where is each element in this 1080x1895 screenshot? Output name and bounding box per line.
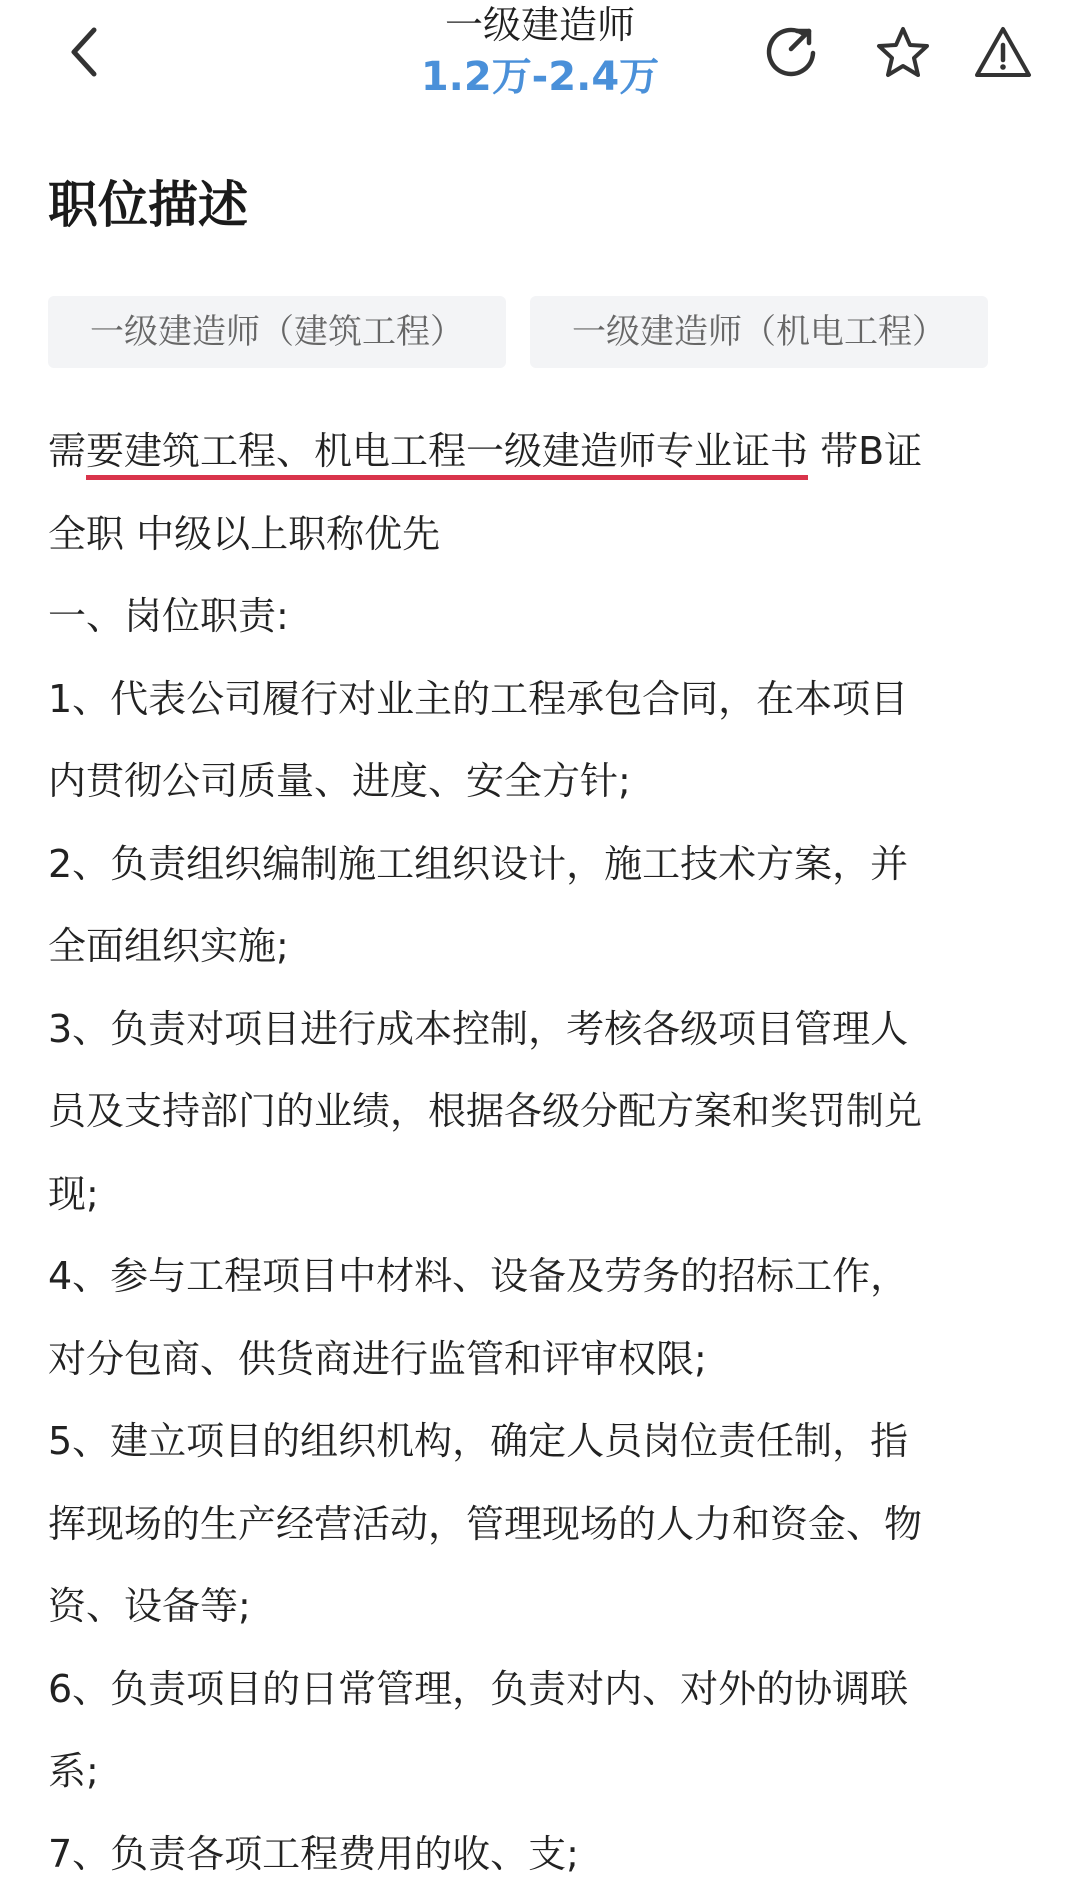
share-icon: [761, 23, 821, 83]
description-line: 全面组织实施;: [48, 905, 1038, 988]
share-button[interactable]: [756, 18, 826, 88]
job-description: [48, 410, 1038, 1895]
description-line: 对分包商、供货商进行监管和评审权限;: [48, 1318, 1038, 1401]
description-line: 员及支持部门的业绩，根据各级分配方案和奖罚制兑: [48, 1070, 1038, 1153]
star-icon: [874, 24, 932, 82]
tag-item: 一级建造师（建筑工程）: [48, 296, 506, 368]
skill-tags: [48, 296, 1038, 368]
top-bar: [0, 0, 1080, 130]
description-text: 需: [48, 429, 86, 473]
back-button[interactable]: [56, 20, 112, 84]
section-title: 职位描述: [48, 170, 248, 240]
description-line: 4、参与工程项目中材料、设备及劳务的招标工作，: [48, 1235, 1038, 1318]
tag-item: 一级建造师（机电工程）: [530, 296, 988, 368]
highlighted-requirement: 要建筑工程、机电工程一级建造师专业证书: [86, 429, 808, 480]
favorite-button[interactable]: [868, 18, 938, 88]
description-line: 6、负责项目的日常管理，负责对内、对外的协调联: [48, 1648, 1038, 1731]
description-line: 系;: [48, 1730, 1038, 1813]
report-button[interactable]: [968, 18, 1038, 88]
job-header: [340, 0, 740, 104]
description-line: 资、设备等;: [48, 1565, 1038, 1648]
description-line: [48, 410, 1038, 493]
warning-icon: [973, 25, 1033, 81]
description-line: 现;: [48, 1153, 1038, 1236]
description-line: 2、负责组织编制施工组织设计，施工技术方案，并: [48, 823, 1038, 906]
description-line: 挥现场的生产经营活动，管理现场的人力和资金、物: [48, 1483, 1038, 1566]
chevron-left-icon: [64, 24, 104, 80]
description-line: 5、建立项目的组织机构，确定人员岗位责任制，指: [48, 1400, 1038, 1483]
description-line: 内贯彻公司质量、进度、安全方针;: [48, 740, 1038, 823]
job-title: 一级建造师: [340, 0, 740, 50]
description-line: 一、岗位职责:: [48, 575, 1038, 658]
description-line: 7、负责各项工程费用的收、支;: [48, 1813, 1038, 1895]
description-line: 1、代表公司履行对业主的工程承包合同，在本项目: [48, 658, 1038, 741]
description-line: 全职 中级以上职称优先: [48, 493, 1038, 576]
description-line: 3、负责对项目进行成本控制，考核各级项目管理人: [48, 988, 1038, 1071]
salary-range: 1.2万-2.4万: [340, 50, 740, 104]
description-text: 带B证: [808, 429, 922, 473]
